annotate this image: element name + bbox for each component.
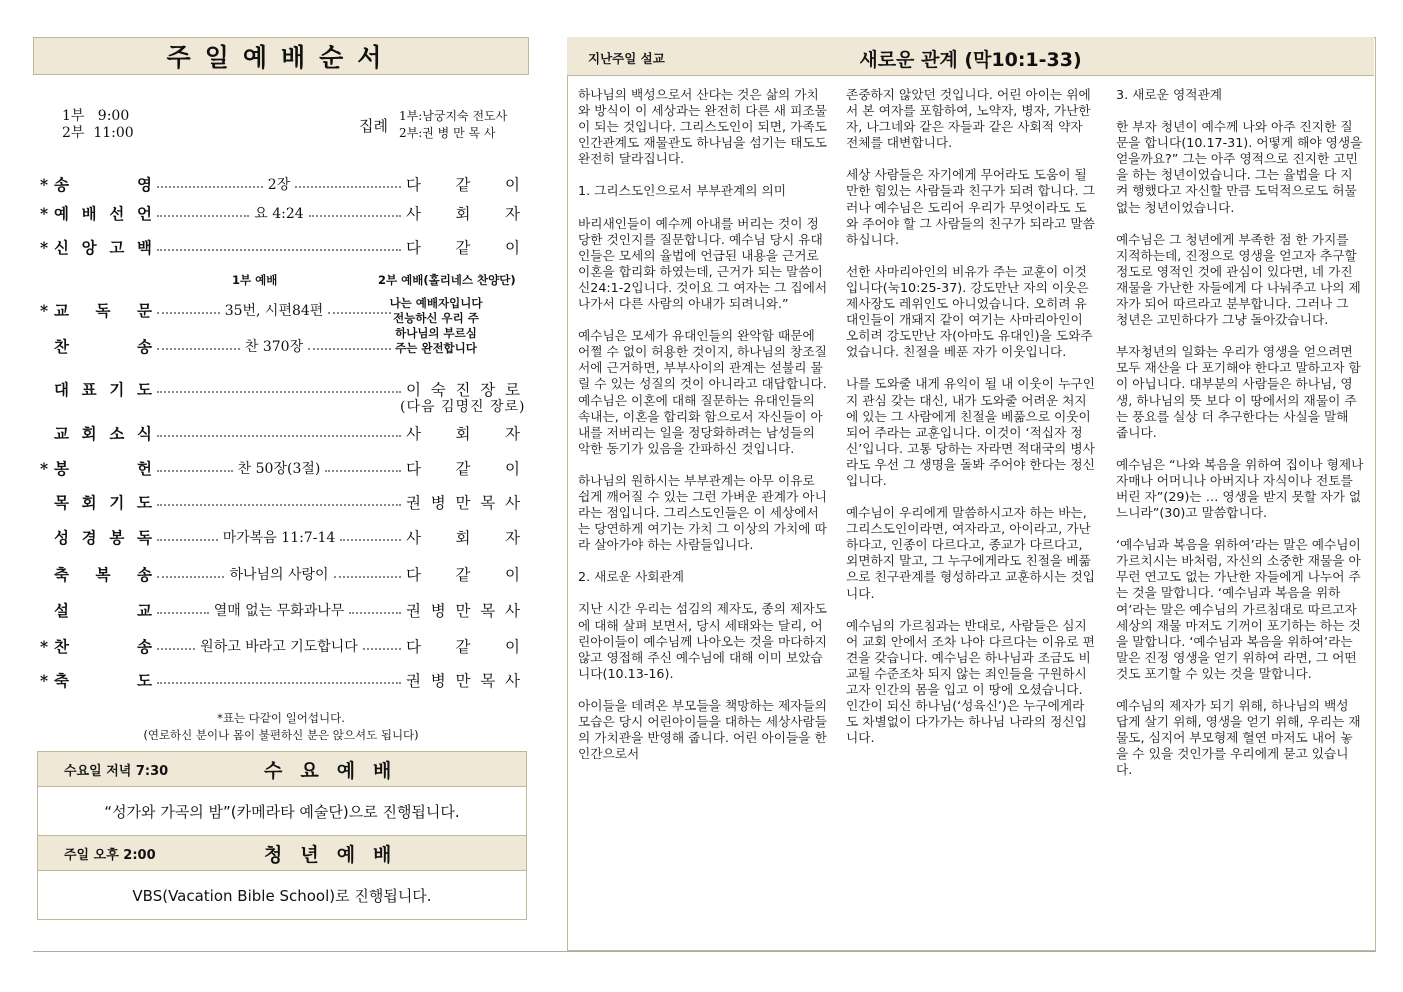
order-star: * (40, 237, 49, 257)
note-seated: (연로하신 분이나 몸이 불편하신 분은 앉으셔도 됩니다) (143, 728, 419, 742)
sermon-paragraph: 부자청년의 일화는 우리가 영생을 얻으려면 모두 재산을 다 포기해야 한다고 말하고자 함이 아닙니다. 대부분의 사람들은 하나님, 영생, 하나님의 뜻 보다 이 땅에서의 재물이 주는 풍요를 실상 더 추구한다는 사실을 말해 줍니다. (1116, 344, 1361, 440)
order-item-leader: 사 회 자 (406, 529, 520, 547)
leader-dots (157, 648, 195, 650)
sermon-paragraph: 예수님은 “나와 복음을 위하여 집이나 형제나 자매나 어머니나 아버지나 자식이나 전토를 버린 자”(29)는 … 영생을 받지 못할 자가 없느니라”(30)고 말씀합니다. (1116, 456, 1364, 521)
sermon-title: 새로운 관계 (막10:1-33) (859, 49, 1082, 71)
praise-song-4: 주는 완전합니다 (395, 341, 477, 355)
order-row (40, 234, 526, 260)
order-item-name: 예 배 선 언 (54, 204, 152, 223)
leader-dots (157, 682, 401, 684)
order-star: * (40, 203, 49, 223)
order-item-name: 대 표 기 도 (54, 380, 152, 399)
wednesday-time: 수요일 저녁 7:30 (64, 763, 169, 779)
order-item-name: 축 복 송 (54, 565, 152, 584)
youth-service-box (37, 835, 527, 920)
sermon-paragraph: 예수님이 우리에게 말씀하시고자 하는 바는, 그리스도인이라면, 여자라고, 아이라고, 가난하다고, 인종이 다르다고, 종교가 다르다고, 외면하지 말고, 그 누구에게라도 친절을 베풂으로 친구관계를 형성하라고 교훈하시는 것입니다. (846, 505, 1095, 601)
order-item-name: 봉 헌 (54, 459, 152, 478)
order-item-leader: 다 같 이 (406, 460, 520, 478)
leader-dots (349, 612, 401, 614)
order-row (40, 489, 526, 515)
prayer-next: (다음 김명진 장로) (400, 399, 526, 415)
order-row (40, 667, 526, 693)
sermon-paragraph: 하나님의 원하시는 부부관계는 아무 이유로 쉽게 깨어질 수 있는 그런 가벼운 관계가 아니라는 점입니다. 그리스도인들은 이 세상에서는 당연하게 여기는 가치 그 이상의 가치에 따라 살아가야 하는 사람들입니다. (578, 472, 827, 553)
order-item-content: 35번, 시편84편 (224, 303, 324, 319)
order-item-name: 교 회 소 식 (54, 424, 152, 443)
leader-dots (308, 348, 391, 350)
sermon-paragraph: 나를 도와줄 내게 유익이 될 내 이웃이 누구인지 관심 갖는 대신, 내가 도와줄 어려운 처지에 있는 그 사람에게 친절을 베풂으로 이웃이 되어 주라는 교훈입니다. 이것이 ‘적십자 정신’입니다. 고통 당하는 자라면 적대국의 병사라도 우선 그 생명을 돌봐 주어야 한다는 정신입니다. (846, 376, 1095, 488)
order-item-content: 하나님의 사랑이 (229, 567, 329, 583)
sermon-paragraph: 예수님은 그 청년에게 부족한 점 한 가지를 지적하는데, 진정으로 영생을 얻고자 추구할 정도로 영적인 것에 관심이 있다면, 네 가진 재물을 가난한 자들에게 다 나눠주고 나의 제자가 되어 따르라고 분부합니다. 그러나 그 청년은 고민하다가 그냥 돌아갔습니다. (1116, 231, 1361, 328)
order-item-content: 마가복음 11:7-14 (222, 530, 336, 546)
leader-dots (295, 186, 401, 188)
service-time-2: 2부 11:00 (62, 125, 134, 141)
order-item-leader: 이 숙 진 장 로 (406, 381, 520, 399)
order-item-leader: 다 같 이 (406, 638, 520, 656)
order-item-content: 찬 370장 (244, 339, 304, 355)
sermon-paragraph: 존중하지 않았던 것입니다. 어린 아이는 위에서 본 여자를 포함하여, 노약자, 병자, 가난한 자, 나그네와 같은 자들과 같은 사회적 약자 전체를 대변합니다. (846, 87, 1091, 151)
order-item-leader: 사 회 자 (406, 205, 520, 223)
leader-dots (157, 348, 240, 350)
praise-song-1: 나는 예배자입니다 (389, 296, 483, 310)
leader-dots (157, 612, 209, 614)
order-item-leader: 사 회 자 (406, 425, 520, 443)
sermon-paragraph: ‘예수님과 복음을 위하여’라는 말은 예수님이 가르치시는 바처럼, 자신의 소중한 재물을 아무런 연고도 없는 가난한 자들에게 나누어 주는 것을 말합니다. ‘예수님과 복음을 위하여’라는 말은 예수님의 가르침대로 따르고자 세상의 재물 마저도 기꺼이 포기하는 하는 것을 말합니다. ‘예수님과 복음을 위하여’라는 말은 진정 영생을 얻기 위하여 라면, 그 어떤 것도 포기할 수 있는 것을 말합니다. (1116, 537, 1361, 681)
praise-songs (380, 296, 492, 356)
leader-dots (157, 312, 220, 314)
order-row (40, 420, 526, 446)
sermon-paragraph: 아이들을 데려온 부모들을 책망하는 제자들의 모습은 당시 어린아이들을 대하는 세상사람들의 가치관을 반영해 줍니다. 어린 아이들을 한 인간으로서 (578, 697, 827, 762)
order-star: * (40, 636, 49, 656)
leader-dots (157, 504, 401, 506)
leader-dots (157, 435, 401, 437)
order-item-name: 찬 송 (54, 637, 152, 656)
service-time-1: 1부 9:00 (62, 108, 130, 124)
order-row (40, 561, 526, 587)
leaders (399, 108, 507, 142)
sermon-paragraph: 예수님은 모세가 유대인들의 완악함 때문에 어쩔 수 없이 허용한 것이지, 하나님의 창조질서에 근거하면, 부부사이의 관계는 섣불리 물릴 수 있는 성질의 것이 아니라고 대답합니다. 예수님은 이혼에 대해 질문하는 유대인들의 속내는, 이혼을 합리화 함으로서 자신들이 아내를 저버리는 일을 정당화하려는 남성들의 악한 동기가 있음을 간파하신 것입니다. (578, 328, 827, 456)
order-item-name: 찬 송 (54, 337, 152, 356)
sermon-column-1 (578, 87, 828, 778)
note-standing: *표는 다같이 일어섭니다. (217, 711, 345, 725)
youth-body: VBS(Vacation Bible School)로 진행됩니다. (38, 870, 526, 919)
leader-dots (325, 470, 401, 472)
order-item-leader: 권 병 만 목 사 (406, 494, 520, 512)
leader-dots (157, 249, 401, 251)
sermon-label: 지난주일 설교 (588, 51, 665, 66)
wednesday-name: 수요예배 (264, 759, 410, 782)
leader-dots (309, 215, 401, 217)
order-item-leader: 권 병 만 목 사 (406, 672, 520, 690)
sermon-paragraph: 3. 새로운 영적관계 (1116, 87, 1222, 102)
order-item-name: 목 회 기 도 (54, 493, 152, 512)
col-head-second: 2부 예배(홀리네스 찬양단) (378, 273, 516, 287)
leader-1: 1부:남궁지숙 전도사 (399, 109, 508, 123)
sermon-paragraph: 선한 사마리아인의 비유가 주는 교훈이 이것입니다(눅10:25-37). 강도만난 자의 이웃은 제사장도 레위인도 아니었습니다. 오히려 유대인들이 개돼지 같이 여기는 사마리아인이 오히려 강도만난 자(아마도 유대인)을 도와주었습니다. 친절을 베푼 자가 이웃입니다. (846, 263, 1093, 360)
youth-time: 주일 오후 2:00 (64, 847, 156, 863)
leader-dots (157, 391, 401, 393)
bottom-rule (33, 951, 1376, 952)
order-row (40, 171, 526, 197)
leader-dots (334, 576, 401, 578)
sermon-paragraph: 예수님의 제자가 되기 위해, 하나님의 백성 답게 살기 위해, 영생을 얻기 위해, 우리는 재물도, 심지어 부모형제 혈연 마저도 내어 놓을 수 있을 것인가를 우리에게 묻고 있습니다. (1116, 698, 1361, 778)
leader-dots (157, 470, 233, 472)
leader-dots (340, 539, 401, 541)
leader-dots (363, 648, 401, 650)
order-item-name: 성 경 봉 독 (54, 528, 152, 547)
youth-name: 청년예배 (264, 843, 410, 866)
leader-dots (157, 186, 263, 188)
order-item-name: 송 영 (54, 175, 152, 194)
order-star: * (40, 670, 49, 690)
order-star: * (40, 174, 49, 194)
sermon-paragraph: 바리새인들이 예수께 아내를 버리는 것이 정당한 것인지를 질문합니다. 예수님 당시 유대인들은 모세의 율법에 언급된 내용을 근거로 이혼을 합리화 하였는데, 근거가 되는 말씀이 신24:1-2입니다. 것이요 그 여자는 그 집에서 나가서 다른 사람의 아내가 되려니와.” (578, 215, 828, 312)
sermon-paragraph: 한 부자 청년이 예수께 나와 아주 진지한 질문을 합니다(10.17-31). 어떻게 해야 영생을 얻을까요?” 그는 아주 영적으로 진지한 고민을 하는 청년이었습니다. 그는 율법을 다 지켜 행했다고 자신할 만큼 도덕적으로도 허물없는 청년이었습니다. (1116, 119, 1363, 215)
leader-dots (157, 539, 218, 541)
sermon-paragraph: 지난 시간 우리는 섬김의 제자도, 종의 제자도에 대해 살펴 보면서, 당시 세태와는 달리, 어린아이들이 예수님께 나아오는 것을 마다하지 않고 영접해 주신 예수님에 대해 이미 보았습니다(10.13-16). (578, 601, 827, 681)
order-item-leader: 권 병 만 목 사 (406, 602, 520, 620)
order-item-content: 요 4:24 (254, 206, 304, 222)
col-head-first: 1부 예배 (232, 273, 278, 287)
sermon-paragraph: 예수님의 가르침과는 반대로, 사람들은 심지어 교회 안에서 조차 나아 다르다는 이유로 편견을 갖습니다. 예수님은 하나님과 조금도 비교될 수준조차 되지 않는 죄인들을 구원하시고자 인간의 몸을 입고 이 땅에 오셨습니다. 인간이 되신 하나님(‘성육신’)은 누구에게라도 차별없이 다가가는 하나님 나라의 정신입니다. (846, 617, 1095, 746)
order-item-leader: 다 같 이 (406, 176, 520, 194)
order-row (40, 455, 526, 481)
order-item-name: 신 앙 고 백 (54, 238, 152, 257)
notes (37, 710, 525, 744)
order-item-leader: 다 같 이 (406, 239, 520, 257)
order-item-content: 2장 (267, 177, 291, 193)
sermon-paragraph: 하나님의 백성으로서 산다는 것은 삶의 가치와 방식이 이 세상과는 완전히 다른 새 피조물이 되는 것입니다. 그리스도인이 되면, 가족도 인간관계도 재물관도 하나님을 섬기는 태도도 완전히 달라집니다. (578, 87, 827, 167)
sermon-paragraph: 2. 새로운 사회관계 (578, 569, 684, 585)
leader-2: 2부:권 병 만 목 사 (399, 126, 496, 140)
sermon-paragraph: 세상 사람들은 자기에게 무어라도 도움이 될 만한 힘있는 사람들과 친구가 되려 합니다. 그러나 예수님은 도리어 우리가 무엇이라도 도와 주어야 할 그 사람들의 친구가 되라고 말씀하십니다. (846, 167, 1095, 247)
sermon-paragraph: 1. 그리스도인으로서 부부관계의 의미 (578, 183, 787, 199)
order-item-content: 열매 없는 무화과나무 (213, 603, 345, 619)
order-item-leader: 다 같 이 (406, 566, 520, 584)
leader-label: 집례 (359, 117, 388, 135)
order-of-worship-title: 주일예배순서 (33, 37, 529, 75)
leader-dots (157, 576, 224, 578)
order-item-name: 교 독 문 (54, 301, 152, 320)
order-item-content: 찬 50장(3절) (237, 461, 321, 477)
leader-dots (157, 215, 249, 217)
order-star: * (40, 300, 49, 320)
sermon-column-2 (846, 87, 1096, 762)
praise-song-3: 하나님의 부르심 (395, 326, 477, 340)
wednesday-service-box (37, 751, 527, 836)
wednesday-body: “성가와 가곡의 밤”(카메라타 예술단)으로 진행됩니다. (38, 786, 526, 835)
praise-song-2: 전능하신 우리 주 (393, 311, 479, 325)
order-item-name: 축 도 (54, 671, 152, 690)
order-item-content: 원하고 바라고 기도합니다 (200, 639, 358, 655)
sermon-column-3 (1116, 87, 1364, 794)
order-row (40, 633, 526, 659)
order-row (40, 200, 526, 226)
order-star: * (40, 458, 49, 478)
order-item-name: 설 교 (54, 601, 152, 620)
service-times (62, 108, 134, 142)
order-row (40, 524, 526, 550)
order-row (40, 597, 526, 623)
